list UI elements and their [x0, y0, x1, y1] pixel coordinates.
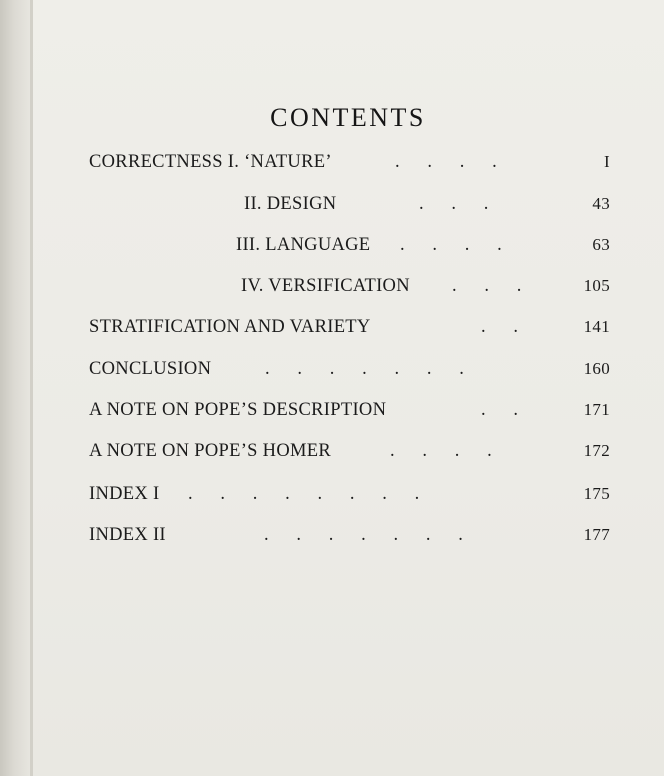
toc-entry-label: CORRECTNESS I. ‘NATURE’: [89, 152, 332, 172]
toc-entry-stratification[interactable]: [89, 317, 610, 343]
toc-page-number: 105: [583, 276, 610, 295]
toc-entry-label: IV. VERSIFICATION: [241, 276, 410, 296]
toc-leader-dots: . . . .: [400, 235, 502, 255]
toc-entry-versification[interactable]: [241, 276, 610, 302]
toc-leader-dots: . . . .: [390, 441, 492, 461]
toc-page-number: 171: [583, 400, 610, 419]
toc-entry-language[interactable]: [236, 235, 610, 261]
toc-entry-label: II. DESIGN: [244, 194, 337, 214]
toc-entry-label: A NOTE ON POPE’S DESCRIPTION: [89, 400, 387, 420]
toc-page-number: 160: [583, 359, 610, 378]
toc-page-number: I: [604, 152, 610, 171]
toc-entry-label: III. LANGUAGE: [236, 235, 371, 255]
toc-entry-note-description[interactable]: [89, 400, 610, 426]
toc-leader-dots: . . .: [419, 194, 489, 214]
toc-leader-dots: . .: [481, 400, 518, 420]
toc-entry-label: INDEX I: [89, 484, 160, 504]
toc-entry-label: STRATIFICATION AND VARIETY: [89, 317, 371, 337]
contents-heading: CONTENTS: [270, 103, 426, 132]
toc-leader-dots: . . .: [452, 276, 522, 296]
toc-page-number: 172: [583, 441, 610, 460]
toc-leader-dots: . . . . . . .: [265, 359, 464, 379]
toc-page-number: 141: [583, 317, 610, 336]
toc-entry-correctness-nature[interactable]: [89, 152, 610, 178]
toc-leader-dots: . . . . . . . .: [188, 484, 420, 504]
toc-leader-dots: . .: [481, 317, 518, 337]
toc-entry-label: CONCLUSION: [89, 359, 212, 379]
toc-leader-dots: . . . .: [395, 152, 497, 172]
toc-entry-index-two[interactable]: [89, 525, 610, 551]
toc-entry-index-one[interactable]: [89, 484, 610, 510]
toc-entry-note-homer[interactable]: [89, 441, 610, 467]
toc-page-number: 63: [592, 235, 610, 254]
toc-entry-design[interactable]: [244, 194, 610, 220]
toc-page-number: 175: [583, 484, 610, 503]
toc-entry-label: A NOTE ON POPE’S HOMER: [89, 441, 331, 461]
toc-leader-dots: . . . . . . .: [264, 525, 463, 545]
toc-page-number: 177: [583, 525, 610, 544]
toc-entry-label: INDEX II: [89, 525, 166, 545]
toc-page-number: 43: [592, 194, 610, 213]
toc-entry-conclusion[interactable]: [89, 359, 610, 385]
